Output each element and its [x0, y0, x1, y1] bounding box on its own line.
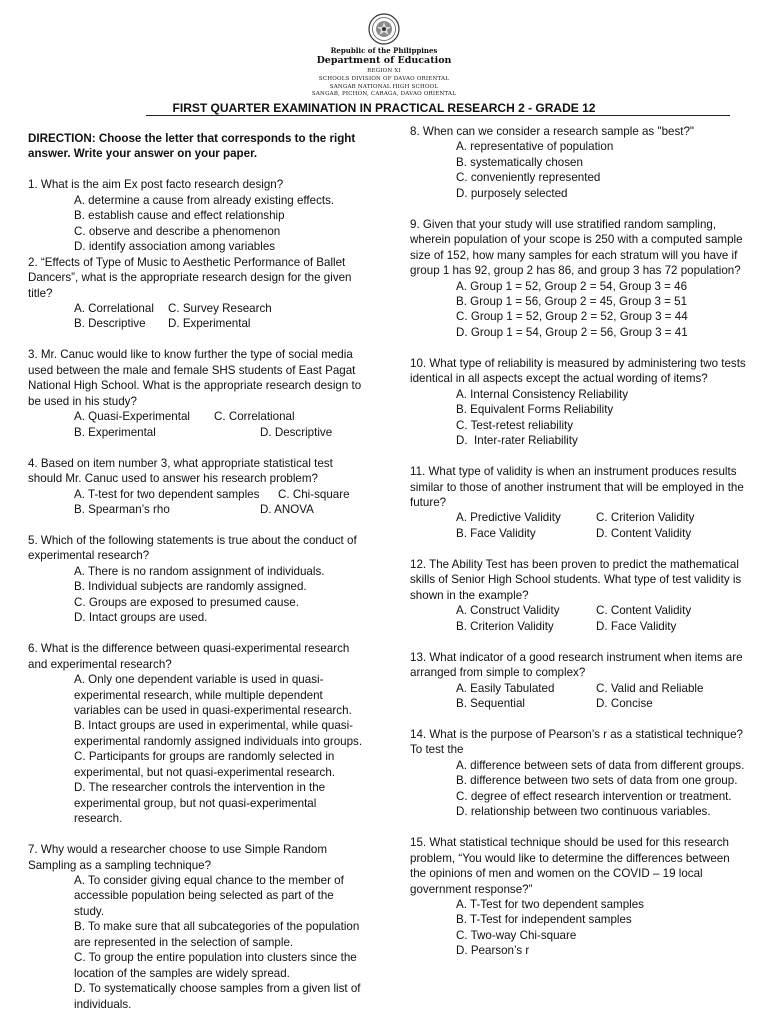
question-3-line-2: used between the male and female SHS students of East Pagat [28, 363, 356, 377]
q2-option-c: C. Survey Research [168, 302, 272, 316]
q12-option-c: C. Content Validity [596, 604, 692, 618]
question-15-line-4: government response?” [410, 882, 533, 896]
question-9-line-1: 9. Given that your study will use stratified random sampling, [410, 217, 717, 231]
question-5-line-1: 5. Which of the following statements is true about the conduct of [28, 533, 357, 547]
q2-options-row-1 [28, 301, 388, 316]
address-line: SANGAB, PICHON, CARAGA, DAVAO ORIENTAL [311, 91, 457, 97]
school-line: SANGAB NATIONAL HIGH SCHOOL [329, 84, 439, 90]
question-10-line-2: identical in all aspects except the actual wording of items? [410, 372, 708, 386]
question-5-line-2: experimental research? [28, 549, 150, 563]
q4-options-row-1 [28, 487, 388, 502]
q4-option-d: D. ANOVA [260, 503, 314, 517]
q11-option-c: C. Criterion Validity [596, 511, 695, 525]
question-3-line-4: be used in his study? [28, 394, 137, 408]
direction-line-1: DIRECTION: Choose the letter that corresponds to the right [28, 132, 356, 145]
q6-option-c-line-1: C. Participants for groups are randomly selected in [74, 750, 335, 764]
q12-options-row-1 [410, 603, 755, 618]
q15-option-b: B. T-Test for independent samples [456, 913, 632, 927]
q11-option-b: B. Face Validity [456, 526, 536, 540]
q7-option-d-line-1: D. To systematically choose samples from a given list of [74, 982, 361, 996]
question-15-line-1: 15. What statistical technique should be used for this research [410, 836, 730, 850]
question-7-line-2: Sampling as a sampling technique? [28, 858, 212, 872]
question-4-line-1: 4. Based on item number 3, what appropriate statistical test [28, 456, 333, 470]
q11-options-row-1 [410, 510, 755, 525]
q13-option-b: B. Sequential [456, 697, 525, 710]
q9-option-d: D. Group 1 = 54, Group 2 = 56, Group 3 = 41 [456, 325, 688, 339]
q15-option-d: D. Pearson’s r [456, 944, 530, 958]
question-6-line-1: 6. What is the difference between quasi-experimental research [28, 642, 350, 656]
q7-option-b-line-1: B. To make sure that all subcategories of the population [74, 920, 360, 934]
q13-option-d: D. Concise [596, 697, 653, 710]
left-column [28, 131, 388, 1012]
question-3-line-3: National High School. What is the appropriate research design to [28, 379, 362, 393]
question-2-line-2: Dancers”, what is the appropriate research design for the given [28, 271, 352, 285]
q3-options-row-2 [28, 425, 388, 440]
question-11-line-3: future? [410, 496, 447, 510]
q1-option-a: A. determine a cause from already existing effects. [74, 193, 335, 207]
q9-option-b: B. Group 1 = 56, Group 2 = 45, Group 3 = 51 [456, 295, 688, 309]
question-6-line-2: and experimental research? [28, 657, 172, 671]
question-9-line-4: group 1 has 92, group 2 has 86, and group 3 has 72 population? [410, 264, 741, 278]
question-15-line-3: the opinions of men and women on the COVID – 19 local [410, 867, 703, 881]
q6-option-a-line-2: experimental research, while multiple dependent [74, 688, 323, 702]
q11-option-d: D. Content Validity [596, 526, 692, 540]
direction-line-2: answer. Write your answer on your paper. [28, 147, 258, 161]
q10-option-d: D. Inter-rater Reliability [456, 434, 578, 448]
q7-option-c-line-2: location of the samples are widely spread. [74, 966, 290, 980]
q2-option-a: A. Correlational [74, 302, 154, 316]
q9-option-c: C. Group 1 = 52, Group 2 = 52, Group 3 = 44 [456, 310, 688, 324]
deped-seal-icon [368, 13, 400, 45]
question-10-line-1: 10. What type of reliability is measured by administering two tests [410, 356, 746, 370]
q13-options-row-2 [410, 696, 755, 711]
question-1: 1. What is the aim Ex post facto research design? [28, 178, 284, 192]
question-14-line-1: 14. What is the purpose of Pearson’s r as a statistical technique? [410, 727, 743, 741]
q2-options-row-2 [28, 316, 388, 331]
q8-option-b: B. systematically chosen [456, 155, 583, 169]
q6-option-d-line-2: experimental group, but not quasi-experimental [74, 796, 317, 810]
q15-option-c: C. Two-way Chi-square [456, 928, 577, 942]
region-line: REGION XI [367, 68, 401, 74]
question-8: 8. When can we consider a research sample as "best?" [410, 125, 695, 138]
q11-option-a: A. Predictive Validity [456, 511, 561, 525]
title-underline [146, 115, 730, 116]
q6-option-a-line-3: variables can be used in quasi-experimental research. [74, 704, 352, 717]
question-2-line-1: 2. “Effects of Type of Music to Aesthetic Performance of Ballet [28, 255, 346, 269]
q9-option-a: A. Group 1 = 52, Group 2 = 54, Group 3 = 46 [456, 279, 688, 293]
q12-options-row-2 [410, 619, 755, 634]
q14-option-a: A. difference between sets of data from different groups. [456, 758, 745, 772]
q1-option-d: D. identify association among variables [74, 240, 276, 254]
q6-option-a-line-1: A. Only one dependent variable is used in quasi- [74, 673, 324, 687]
q12-option-b: B. Criterion Validity [456, 619, 554, 633]
question-4-line-2: should Mr. Canuc used to answer his research problem? [28, 472, 318, 486]
question-12-line-3: shown in the example? [410, 588, 529, 602]
q1-option-c: C. observe and describe a phenomenon [74, 224, 281, 238]
q13-option-c: C. Valid and Reliable [596, 681, 704, 695]
q2-option-b: B. Descriptive [74, 317, 146, 331]
q3-option-a: A. Quasi-Experimental [74, 410, 190, 424]
q4-option-c: C. Chi-square [278, 487, 350, 501]
q7-option-d-line-2: individuals. [74, 997, 132, 1011]
right-column [410, 124, 755, 959]
division-line: SCHOOLS DIVISION OF DAVAO ORIENTAL [318, 76, 450, 82]
question-12-line-1: 12. The Ability Test has been proven to predict the mathematical [410, 557, 739, 571]
q3-options-row-1 [28, 409, 388, 424]
q13-options-row-1 [410, 681, 755, 696]
q10-option-b: B. Equivalent Forms Reliability [456, 403, 614, 417]
q7-option-b-line-2: are represented in the selection of sample. [74, 935, 294, 949]
department-line: Department of Education [316, 55, 452, 66]
q6-option-c-line-2: experimental, but not quasi-experimental research. [74, 765, 335, 779]
q2-option-d: D. Experimental [168, 317, 251, 331]
q13-option-a: A. Easily Tabulated [456, 681, 555, 695]
q4-options-row-2 [28, 502, 388, 517]
q3-option-b: B. Experimental [74, 425, 156, 439]
exam-title: FIRST QUARTER EXAMINATION IN PRACTICAL RESEARCH 2 - GRADE 12 [172, 101, 596, 115]
q11-options-row-2 [410, 526, 755, 541]
q5-option-b: B. Individual subjects are randomly assigned. [74, 580, 307, 594]
q14-option-c: C. degree of effect research intervention or treatment. [456, 789, 732, 803]
q1-option-b: B. establish cause and effect relationship [74, 209, 285, 223]
q6-option-b-line-2: experimental randomly assigned individuals into groups. [74, 734, 363, 748]
question-9-line-3: size of 152, how many samples for each stratum will you have if [410, 248, 738, 262]
q8-option-a: A. representative of population [456, 140, 614, 154]
question-2-line-3: title? [28, 286, 53, 300]
q7-option-a-line-3: study. [74, 904, 105, 918]
question-11-line-1: 11. What type of validity is when an instrument produces results [410, 465, 737, 479]
question-9-line-2: wherein population of your scope is 250 with a computed sample [410, 233, 743, 247]
question-12-line-2: skills of Senior High School students. What type of test validity is [410, 573, 742, 587]
q6-option-b-line-1: B. Intact groups are used in experimental, while quasi- [74, 719, 354, 733]
q8-option-c: C. conveniently represented [456, 171, 601, 185]
q14-option-b: B. difference between two sets of data from one group. [456, 774, 738, 788]
q7-option-a-line-2: accessible population being selected as part of the [74, 889, 334, 903]
q3-option-d: D. Descriptive [260, 425, 333, 439]
republic-line: Republic of the Philippines [330, 46, 438, 55]
q5-option-a: A. There is no random assignment of individuals. [74, 564, 325, 578]
question-14-line-2: To test the [410, 743, 464, 757]
question-7-line-1: 7. Why would a researcher choose to use Simple Random [28, 843, 328, 857]
q6-option-d-line-1: D. The researcher controls the intervention in the [74, 781, 326, 795]
q4-option-a: A. T-test for two dependent samples [74, 487, 260, 501]
question-3-line-1: 3. Mr. Canuc would like to know further the type of social media [28, 348, 353, 362]
q3-option-c: C. Correlational [214, 410, 295, 424]
q4-option-b: B. Spearman’s rho [74, 503, 170, 517]
question-13-line-1: 13. What indicator of a good research instrument when items are [410, 650, 743, 664]
q10-option-a: A. Internal Consistency Reliability [456, 387, 629, 401]
question-13-line-2: arranged from simple to complex? [410, 666, 586, 680]
q5-option-c: C. Groups are exposed to presumed cause. [74, 595, 299, 609]
q10-option-c: C. Test-retest reliability [456, 418, 574, 432]
q15-option-a: A. T-Test for two dependent samples [456, 897, 644, 911]
q7-option-c-line-1: C. To group the entire population into clusters since the [74, 951, 357, 965]
q5-option-d: D. Intact groups are used. [74, 611, 208, 625]
q14-option-d: D. relationship between two continuous variables. [456, 805, 711, 819]
question-11-line-2: similar to those of another instrument that will be employed in the [410, 480, 744, 494]
q12-option-a: A. Construct Validity [456, 604, 560, 618]
question-15-line-2: problem, “You would like to determine the differences between [410, 851, 730, 865]
q12-option-d: D. Face Validity [596, 619, 677, 633]
q8-option-d: D. purposely selected [456, 186, 568, 200]
q7-option-a-line-1: A. To consider giving equal chance to the member of [74, 874, 344, 888]
q6-option-d-line-3: research. [74, 812, 123, 826]
